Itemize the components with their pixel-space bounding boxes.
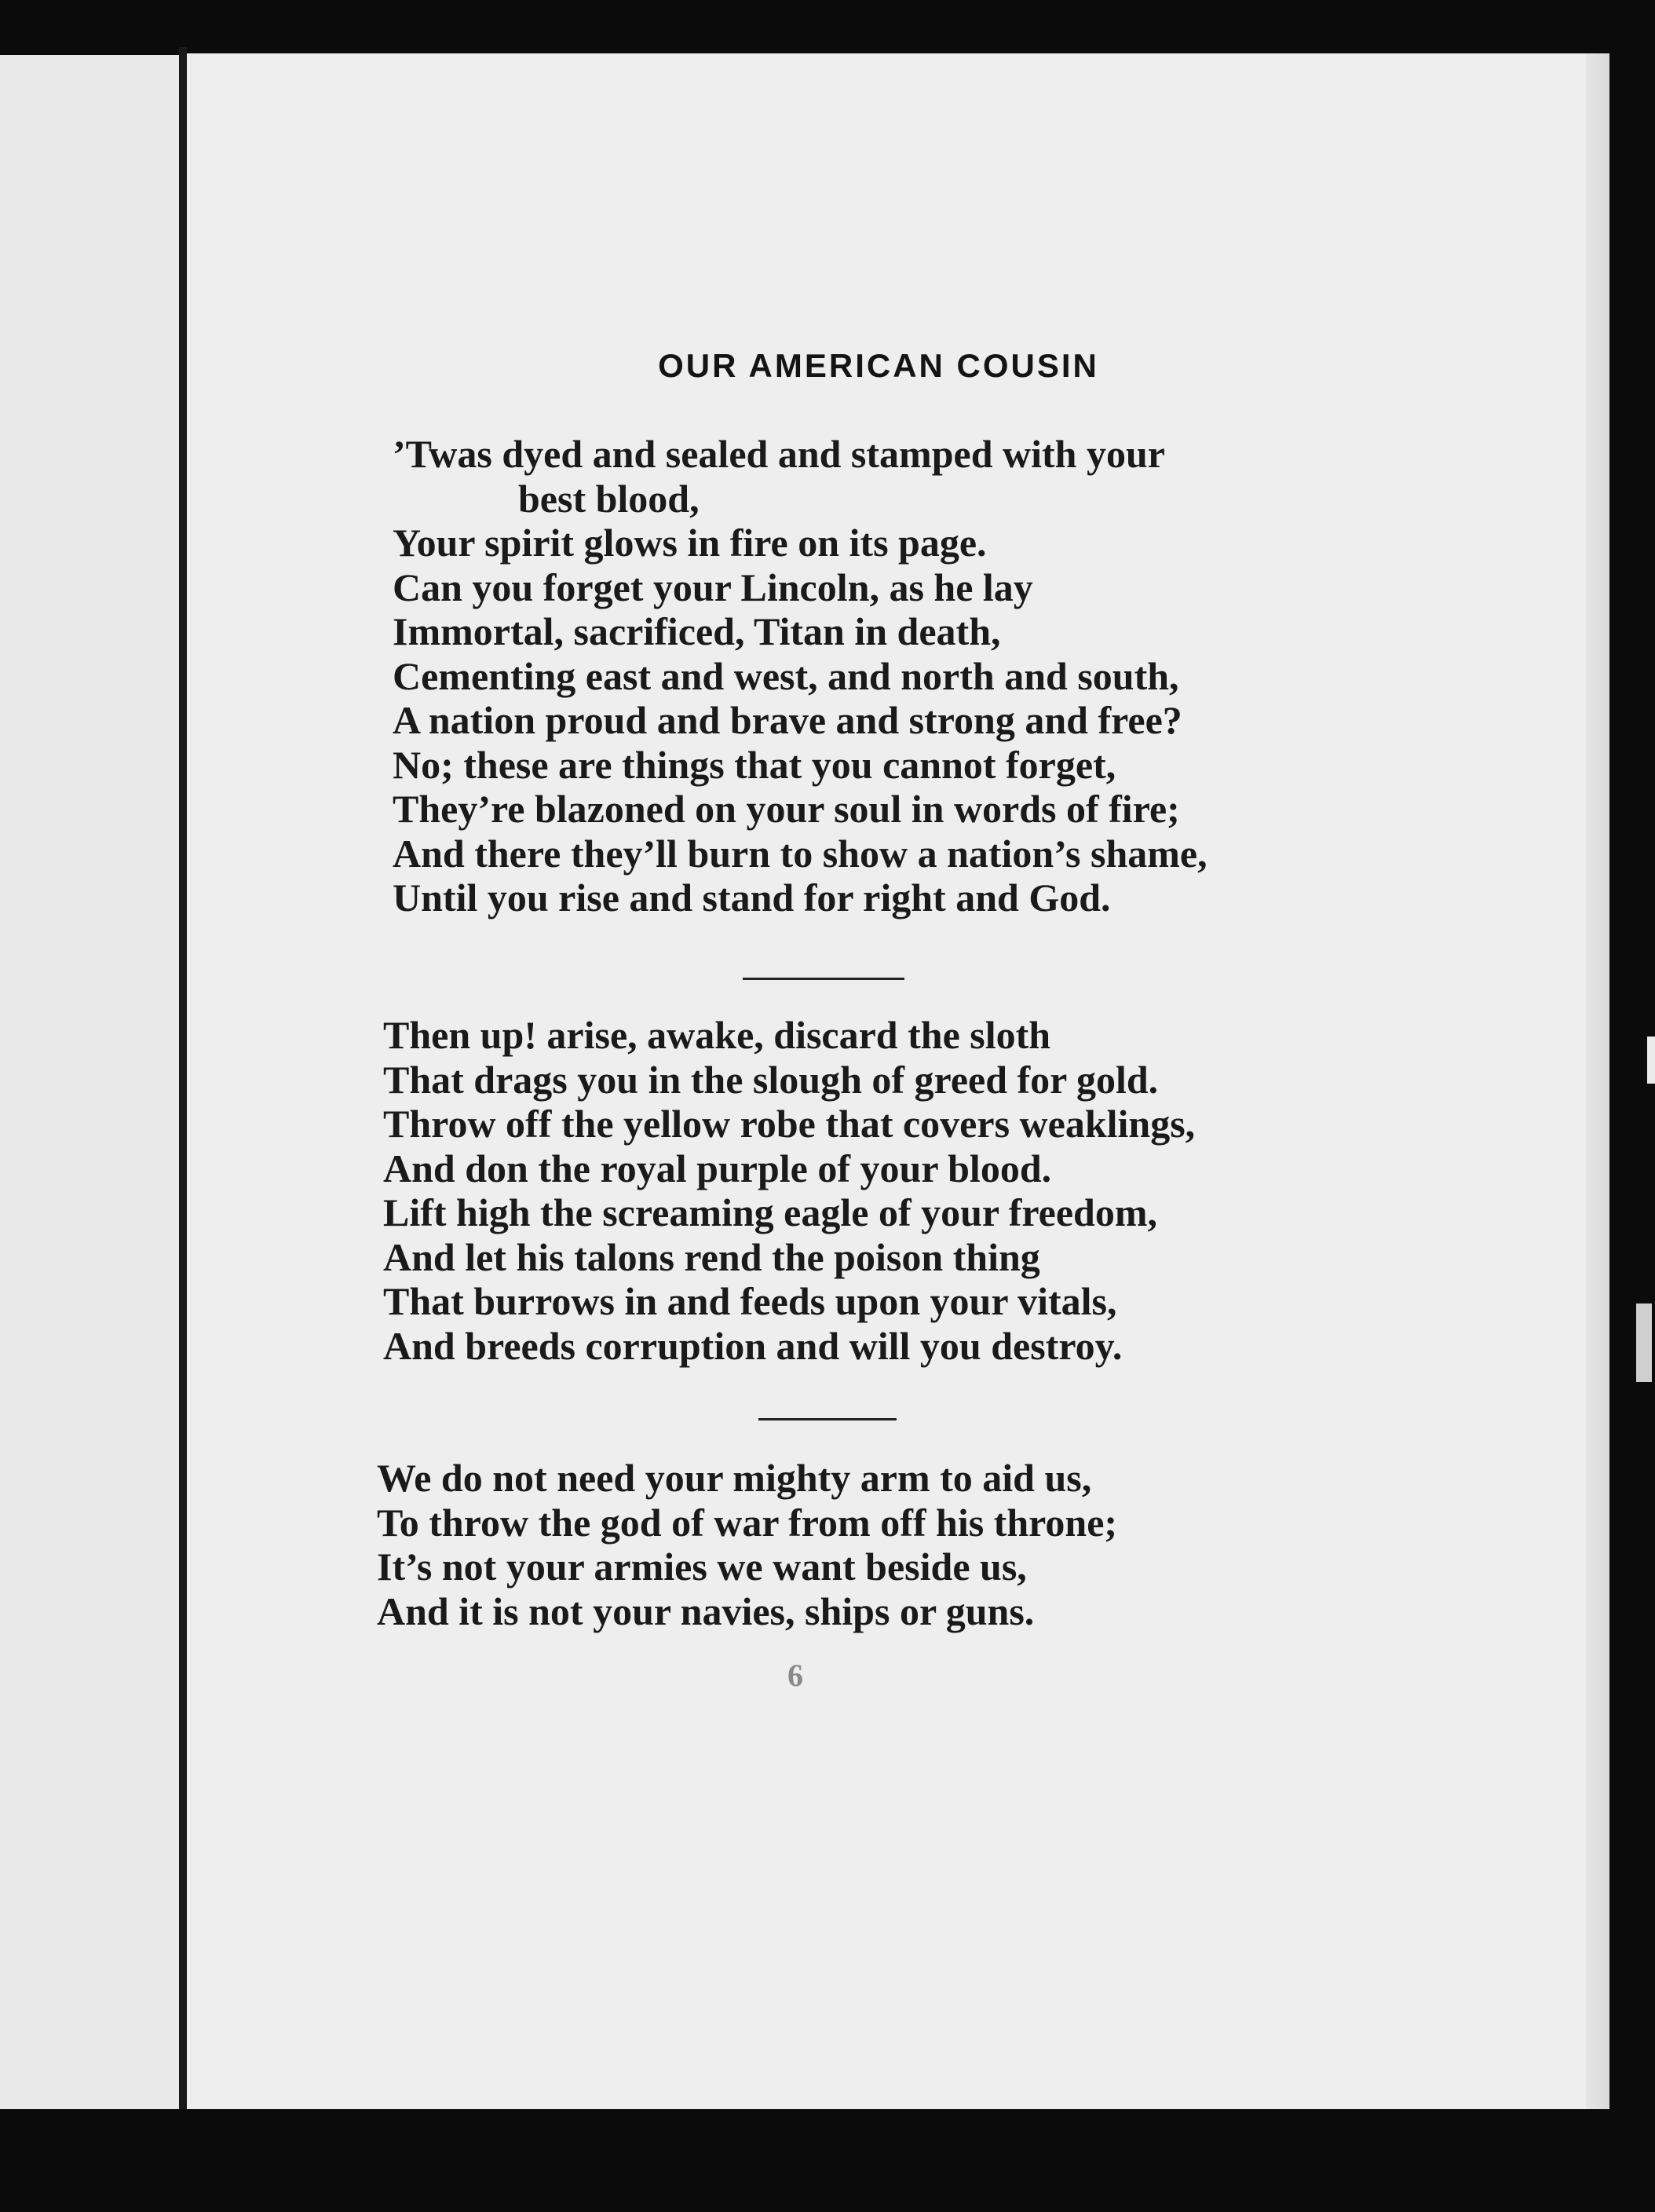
poem-line: Throw off the yellow robe that covers weaklings,	[383, 1102, 1196, 1146]
poem-line: They’re blazoned on your soul in words of fire;	[393, 787, 1180, 831]
scan-artifact	[1647, 1037, 1655, 1084]
poem-line: And don the royal purple of your blood.	[383, 1146, 1052, 1190]
stanza-2	[383, 1013, 1195, 1368]
section-divider	[743, 978, 904, 980]
poem-line: That burrows in and feeds upon your vitals,	[383, 1279, 1117, 1323]
page-number: 6	[787, 1658, 803, 1693]
poem-line: Can you forget your Lincoln, as he lay	[393, 565, 1033, 609]
poem-line: Immortal, sacrificed, Titan in death,	[393, 609, 1001, 653]
stanza-3	[377, 1456, 1117, 1633]
poem-line: It’s not your armies we want beside us,	[377, 1545, 1027, 1589]
page-heading: OUR AMERICAN COUSIN	[658, 347, 1099, 384]
poem-line: best blood,	[518, 476, 700, 521]
poem-line: And let his talons rend the poison thing	[383, 1234, 1040, 1279]
poem-line: No; these are things that you cannot forget,	[393, 742, 1116, 787]
scan-border-bottom	[0, 2109, 1655, 2212]
poem-line: And it is not your navies, ships or guns.	[377, 1589, 1035, 1633]
poem-line: That drags you in the slough of greed for gold.	[383, 1057, 1159, 1102]
poem-line: Until you rise and stand for right and God.	[393, 876, 1111, 920]
scan-artifact	[1636, 1303, 1652, 1382]
poem-line: Then up! arise, awake, discard the sloth	[383, 1013, 1051, 1057]
poem-line: We do not need your mighty arm to aid us,	[377, 1456, 1092, 1500]
stanza-1	[393, 432, 1207, 920]
poem-line: To throw the god of war from off his throne;	[377, 1500, 1118, 1545]
poem-line: A nation proud and brave and strong and free?	[393, 698, 1182, 742]
section-divider	[758, 1418, 897, 1420]
poem-line: And breeds corruption and will you destroy.	[383, 1323, 1123, 1368]
poem-line: Lift high the screaming eagle of your freedom,	[383, 1190, 1157, 1234]
poem-line: Your spirit glows in fire on its page.	[393, 521, 987, 565]
poem-line: Cementing east and west, and north and south,	[393, 653, 1179, 698]
poem-line: And there they’ll burn to show a nation’s shame,	[393, 831, 1207, 876]
poem-line: ’Twas dyed and sealed and stamped with your	[393, 432, 1165, 476]
